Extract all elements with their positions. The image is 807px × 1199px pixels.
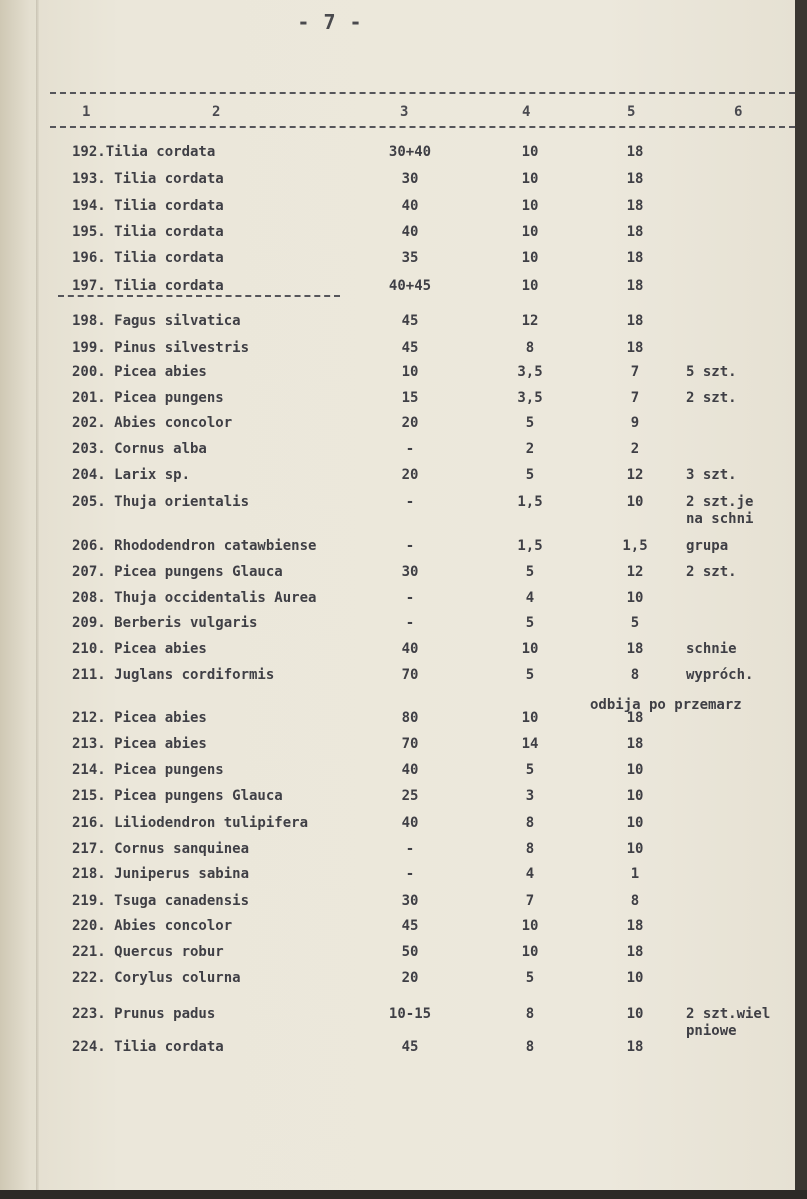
header-col-2: 2: [212, 104, 221, 120]
height-cell: 4: [525, 590, 535, 606]
crown-cell: 18: [626, 171, 644, 187]
diameter-cell: 50: [401, 944, 419, 960]
crown-cell: 18: [626, 144, 644, 160]
species-cell: 213. Picea abies: [72, 736, 207, 752]
table-row: [0, 970, 795, 994]
height-cell: 10: [521, 918, 539, 934]
species-cell: 202. Abies concolor: [72, 415, 233, 431]
table-row: [0, 415, 795, 439]
crown-cell: 10: [626, 590, 644, 606]
crown-cell: 10: [626, 841, 644, 857]
diameter-cell: 40: [401, 762, 419, 778]
species-cell: 215. Picea pungens Glauca: [72, 788, 283, 804]
diameter-cell: -: [405, 441, 415, 457]
species-cell: 201. Picea pungens: [72, 390, 224, 406]
species-cell: 212. Picea abies: [72, 710, 207, 726]
height-cell: 8: [525, 841, 535, 857]
species-cell: 217. Cornus sanquinea: [72, 841, 250, 857]
crown-cell: 1,5: [622, 538, 648, 554]
table-row: [0, 918, 795, 942]
height-cell: 5: [525, 615, 535, 631]
diameter-cell: 40: [401, 198, 419, 214]
diameter-cell: 40: [401, 815, 419, 831]
species-cell: 196. Tilia cordata: [72, 250, 224, 266]
diameter-cell: 40: [401, 224, 419, 240]
diameter-cell: 25: [401, 788, 419, 804]
diameter-cell: -: [405, 590, 415, 606]
diameter-cell: 80: [401, 710, 419, 726]
crown-cell: 10: [626, 788, 644, 804]
table-row: [0, 198, 795, 222]
header-col-3: 3: [400, 104, 409, 120]
species-cell: 224. Tilia cordata: [72, 1039, 224, 1055]
table-row: [0, 538, 795, 562]
page-number: - 7 -: [297, 10, 363, 34]
table-row: [0, 866, 795, 890]
crown-cell: 10: [626, 1006, 644, 1022]
header-col-5: 5: [627, 104, 636, 120]
height-cell: 8: [525, 815, 535, 831]
crown-cell: 8: [630, 893, 640, 909]
height-cell: 2: [525, 441, 535, 457]
diameter-cell: 45: [401, 313, 419, 329]
species-cell: 221. Quercus robur: [72, 944, 224, 960]
table-row: [0, 893, 795, 917]
height-cell: 5: [525, 564, 535, 580]
table-row: [0, 615, 795, 639]
crown-cell: 18: [626, 313, 644, 329]
crown-cell: 7: [630, 364, 640, 380]
height-cell: 1,5: [517, 538, 543, 554]
species-cell: 197. Tilia cordata: [72, 278, 224, 294]
height-cell: 14: [521, 736, 539, 752]
table-row: [0, 467, 795, 491]
height-cell: 8: [525, 340, 535, 356]
diameter-cell: -: [405, 866, 415, 882]
diameter-cell: 45: [401, 340, 419, 356]
crown-cell: 18: [626, 198, 644, 214]
top-rule: [50, 92, 795, 94]
species-cell: 200. Picea abies: [72, 364, 207, 380]
species-cell: 207. Picea pungens Glauca: [72, 564, 283, 580]
diameter-cell: 70: [401, 667, 419, 683]
table-row: [0, 224, 795, 248]
height-cell: 10: [521, 250, 539, 266]
height-cell: 10: [521, 198, 539, 214]
diameter-cell: 20: [401, 415, 419, 431]
table-row: [0, 364, 795, 388]
table-row: [0, 441, 795, 465]
crown-cell: 2: [630, 441, 640, 457]
crown-cell: 5: [630, 615, 640, 631]
remarks-cell: 3 szt.: [686, 467, 737, 483]
note-row-211: odbija po przemarz: [590, 697, 742, 713]
species-cell: 194. Tilia cordata: [72, 198, 224, 214]
table-row: [0, 762, 795, 786]
crown-cell: 12: [626, 564, 644, 580]
species-cell: 223. Prunus padus: [72, 1006, 216, 1022]
diameter-cell: -: [405, 841, 415, 857]
remarks-cell: 2 szt.: [686, 390, 737, 406]
crown-cell: 10: [626, 970, 644, 986]
height-cell: 4: [525, 866, 535, 882]
species-cell: 204. Larix sp.: [72, 467, 191, 483]
header-col-1: 1: [82, 104, 91, 120]
table-row: [0, 564, 795, 588]
species-cell: 219. Tsuga canadensis: [72, 893, 250, 909]
table-row: [0, 390, 795, 414]
height-cell: 12: [521, 313, 539, 329]
height-cell: 10: [521, 944, 539, 960]
remarks-cell: 5 szt.: [686, 364, 737, 380]
remarks-cell: 2 szt.je na schni: [686, 494, 754, 527]
crown-cell: 18: [626, 710, 644, 726]
height-cell: 10: [521, 171, 539, 187]
height-cell: 3: [525, 788, 535, 804]
height-cell: 10: [521, 144, 539, 160]
table-row: [0, 171, 795, 195]
height-cell: 10: [521, 641, 539, 657]
height-cell: 1,5: [517, 494, 543, 510]
diameter-cell: 45: [401, 1039, 419, 1055]
group-underline: [58, 295, 340, 297]
diameter-cell: 30: [401, 564, 419, 580]
height-cell: 8: [525, 1039, 535, 1055]
crown-cell: 12: [626, 467, 644, 483]
crown-cell: 18: [626, 641, 644, 657]
table-row: [0, 944, 795, 968]
crown-cell: 8: [630, 667, 640, 683]
diameter-cell: 30: [401, 893, 419, 909]
table-row: [0, 815, 795, 839]
height-cell: 8: [525, 1006, 535, 1022]
table-row: [0, 641, 795, 665]
diameter-cell: -: [405, 615, 415, 631]
table-row: [0, 590, 795, 614]
crown-cell: 18: [626, 1039, 644, 1055]
table-row: [0, 1006, 795, 1039]
remarks-cell: wypróch.: [686, 667, 754, 683]
species-cell: 209. Berberis vulgaris: [72, 615, 258, 631]
height-cell: 5: [525, 762, 535, 778]
table-row: [0, 710, 795, 734]
table-row: [0, 841, 795, 865]
height-cell: 3,5: [517, 364, 543, 380]
diameter-cell: 40: [401, 641, 419, 657]
height-cell: 10: [521, 224, 539, 240]
diameter-cell: -: [405, 538, 415, 554]
crown-cell: 18: [626, 918, 644, 934]
species-cell: 206. Rhododendron catawbiense: [72, 538, 317, 554]
diameter-cell: 20: [401, 467, 419, 483]
table-row: [0, 788, 795, 812]
table-row: [0, 144, 795, 168]
diameter-cell: -: [405, 494, 415, 510]
height-cell: 5: [525, 467, 535, 483]
species-cell: 220. Abies concolor: [72, 918, 233, 934]
height-cell: 10: [521, 278, 539, 294]
species-cell: 211. Juglans cordiformis: [72, 667, 275, 683]
crown-cell: 18: [626, 340, 644, 356]
table-row: [0, 494, 795, 527]
crown-cell: 10: [626, 494, 644, 510]
diameter-cell: 10: [401, 364, 419, 380]
species-cell: 199. Pinus silvestris: [72, 340, 250, 356]
height-cell: 3,5: [517, 390, 543, 406]
species-cell: 218. Juniperus sabina: [72, 866, 250, 882]
species-cell: 198. Fagus silvatica: [72, 313, 241, 329]
table-row: [0, 250, 795, 274]
table-row: [0, 340, 795, 364]
height-cell: 7: [525, 893, 535, 909]
scan-edge: [0, 1190, 807, 1199]
species-cell: 193. Tilia cordata: [72, 171, 224, 187]
crown-cell: 18: [626, 278, 644, 294]
species-cell: 195. Tilia cordata: [72, 224, 224, 240]
crown-cell: 7: [630, 390, 640, 406]
species-cell: 216. Liliodendron tulipifera: [72, 815, 309, 831]
species-cell: 208. Thuja occidentalis Aurea: [72, 590, 317, 606]
crown-cell: 18: [626, 944, 644, 960]
diameter-cell: 40+45: [388, 278, 432, 294]
diameter-cell: 35: [401, 250, 419, 266]
table-row: [0, 736, 795, 760]
crown-cell: 1: [630, 866, 640, 882]
crown-cell: 18: [626, 250, 644, 266]
diameter-cell: 10-15: [388, 1006, 432, 1022]
table-row: [0, 1039, 795, 1063]
species-cell: 210. Picea abies: [72, 641, 207, 657]
diameter-cell: 70: [401, 736, 419, 752]
header-col-4: 4: [522, 104, 531, 120]
diameter-cell: 15: [401, 390, 419, 406]
remarks-cell: schnie: [686, 641, 737, 657]
table-row: [0, 667, 795, 691]
crown-cell: 18: [626, 224, 644, 240]
species-cell: 222. Corylus colurna: [72, 970, 241, 986]
height-cell: 5: [525, 415, 535, 431]
header-rule: [50, 126, 795, 128]
crown-cell: 10: [626, 762, 644, 778]
diameter-cell: 20: [401, 970, 419, 986]
species-cell: 192.Tilia cordata: [72, 144, 216, 160]
height-cell: 10: [521, 710, 539, 726]
species-cell: 203. Cornus alba: [72, 441, 207, 457]
table-row: [0, 313, 795, 337]
remarks-cell: 2 szt.: [686, 564, 737, 580]
height-cell: 5: [525, 667, 535, 683]
species-cell: 205. Thuja orientalis: [72, 494, 250, 510]
diameter-cell: 30: [401, 171, 419, 187]
remarks-cell: grupa: [686, 538, 729, 554]
diameter-cell: 45: [401, 918, 419, 934]
crown-cell: 18: [626, 736, 644, 752]
diameter-cell: 30+40: [388, 144, 432, 160]
remarks-cell: 2 szt.wiel pniowe: [686, 1006, 771, 1039]
header-col-6: 6: [734, 104, 743, 120]
table-row: [0, 278, 795, 302]
crown-cell: 9: [630, 415, 640, 431]
crown-cell: 10: [626, 815, 644, 831]
height-cell: 5: [525, 970, 535, 986]
species-cell: 214. Picea pungens: [72, 762, 224, 778]
